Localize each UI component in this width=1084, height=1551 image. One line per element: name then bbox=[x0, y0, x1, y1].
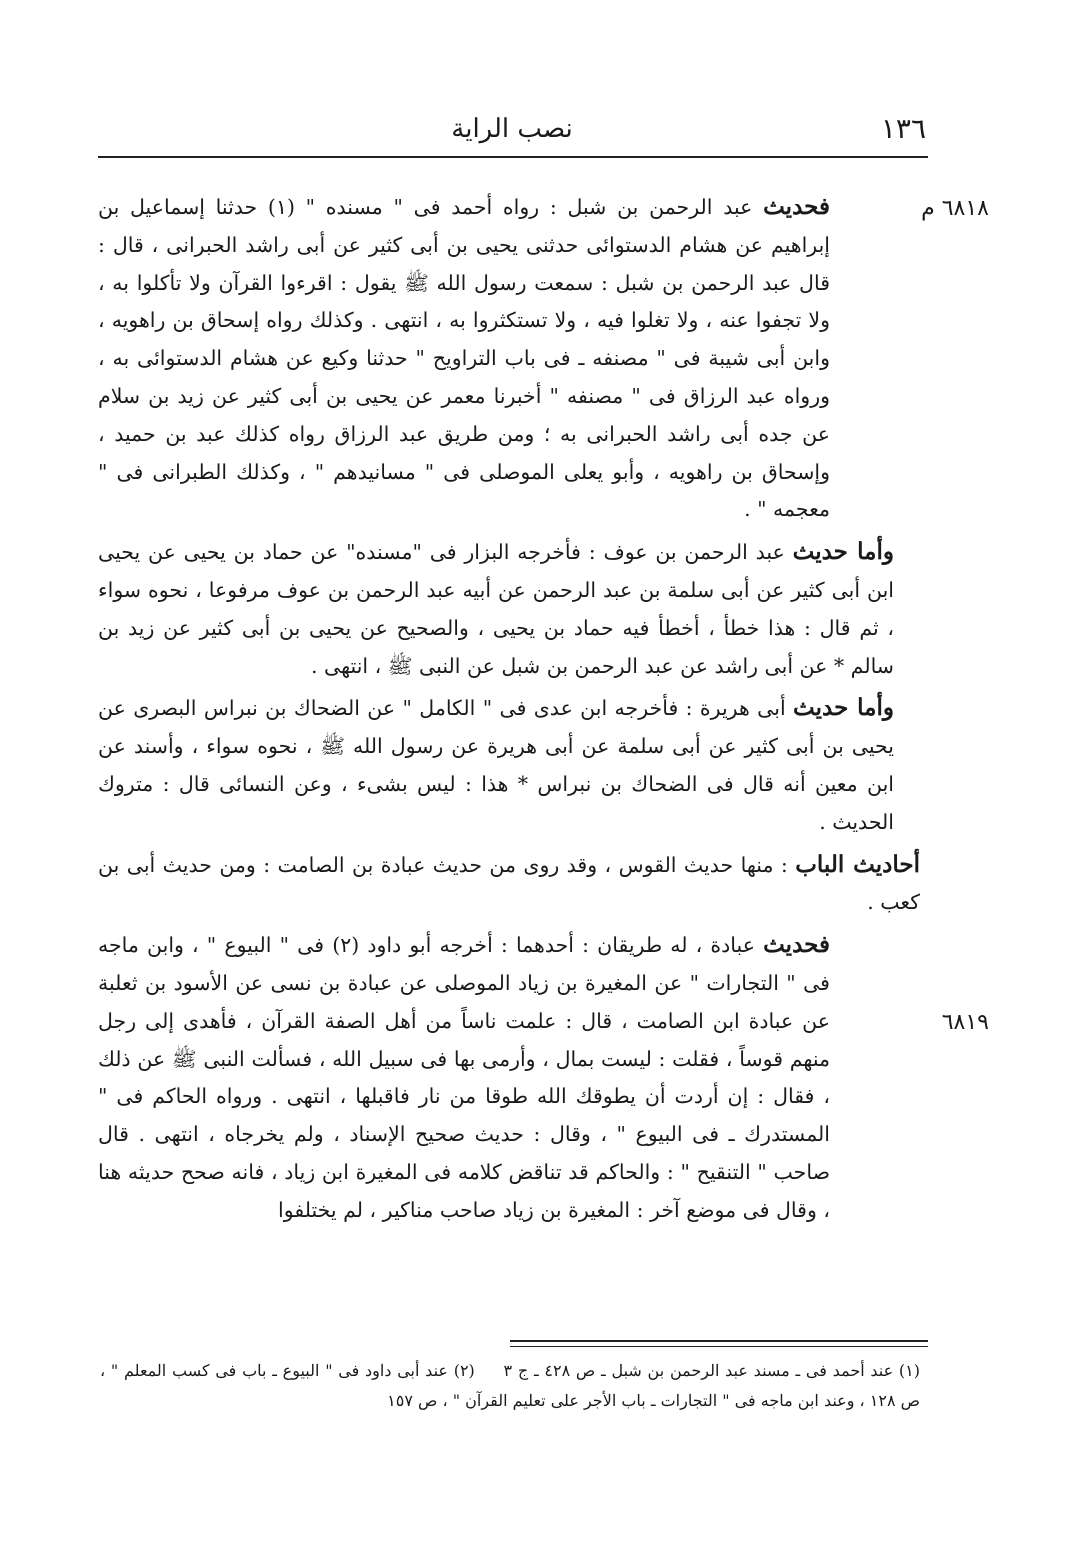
paragraph-lead: فحديث bbox=[763, 931, 830, 959]
paragraph-text: عبد الرحمن بن شبل : رواه أحمد فى " مسنده " (١) حدثنا إسماعيل بن إبراهيم عن هشام الدستوائى حدثنى يحيى بن أبى كثير عن أبى راشد الحبرانى ، قال : قال عبد الرحمن بن شبل : سمعت رسول الله ﷺ يقول : اقرءوا القرآن ولا تأكلوا به ، ولا تجفوا عنه ، ولا تغلوا فيه ، ولا تستكثروا به ، انتهى . وكذلك رواه إسحاق بن راهويه ، وابن أبى شيبة فى " مصنفه ـ فى باب التراويح " حدثنا وكيع عن هشام الدستوائى به ، ورواه عبد الرزاق فى " مصنفه " أخبرنا معمر عن يحيى بن أبى كثير عن زيد بن سلام عن جده أبى راشد الحبرانى به ؛ ومن طريق عبد الرزاق رواه كذلك عبد بن حميد ، وإسحاق بن راهويه ، وأبو يعلى الموصلى فى " مسانيدهم " ، وكذلك الطبرانى فى " معجمه " . bbox=[98, 195, 830, 522]
footnote-rule bbox=[510, 1346, 928, 1347]
paragraph-text: : منها حديث القوس ، وقد روى من حديث عبادة بن الصامت : ومن حديث أبى بن كعب . bbox=[98, 852, 920, 915]
header-rule bbox=[98, 156, 928, 158]
paragraph-text: عبد الرحمن بن عوف : فأخرجه البزار فى "مسنده" عن حماد بن يحيى عن يحيى ابن أبى كثير عن أبى سلمة بن عبد الرحمن عن أبيه عبد الرحمن بن عوف مرفوعا ، نحوه سواء ، ثم قال : هذا خطأ ، أخطأ فيه حماد بن يحيى ، والصحيح عن يحيى بن أبى كثير عن زيد بن سالم * عن أبى راشد عن عبد الرحمن بن شبل عن النبى ﷺ ، انتهى . bbox=[98, 540, 894, 678]
paragraph-1 bbox=[98, 188, 920, 529]
body-text bbox=[98, 188, 920, 1234]
paragraph-5 bbox=[98, 926, 920, 1229]
page-number: ١٣٦ bbox=[880, 112, 926, 145]
paragraph-text: أبى هريرة : فأخرجه ابن عدى فى " الكامل " عن الضحاك بن نبراس البصرى عن يحيى بن أبى كثير عن أبى سلمة عن أبى هريرة عن رسول الله ﷺ ، نحوه سواء ، وأسند عن ابن معين أنه قال فى الضحاك بن نبراس * هذا : ليس بشىء ، وعن النسائى قال : متروك الحديث . bbox=[98, 696, 894, 834]
entry-number: ٦٨١٨ م bbox=[921, 196, 989, 221]
paragraph-text: عبادة ، له طريقان : أحدهما : أخرجه أبو داود (٢) فى " البيوع " ، وابن ماجه فى " التجارات " عن المغيرة بن زياد الموصلى عن عبادة بن نسى عن الأسود بن ثعلبة عن عبادة ابن الصامت ، قال : علمت ناساً من أهل الصفة القرآن ، فأهدى إلى رجل منهم قوساً ، فقلت : ليست بمال ، وأرمى بها فى سبيل الله ، فسألت النبى ﷺ عن ذلك ، فقال : إن أردت أن يطوقك الله طوقا من نار فاقبلها ، انتهى . ورواه الحاكم فى " المستدرك ـ فى البيوع " ، وقال : حديث صحيح الإسناد ، ولم يخرجاه ، انتهى . قال صاحب " التنقيح " : والحاكم قد تناقض كلامه فى المغيرة ابن زياد ، فانه صحح حديثه هنا ، وقال فى موضع آخر : المغيرة بن زياد صاحب مناكير ، لم يختلفوا bbox=[98, 933, 830, 1222]
paragraph-3 bbox=[98, 689, 920, 841]
footnote-rule bbox=[510, 1340, 928, 1342]
footnote-2: (٢) عند أبى داود فى " البيوع ـ باب فى كسب المعلم " ، ص ١٢٨ ، وعند ابن ماجه فى " التجارات ـ باب الأجر على تعليم القرآن " ، ص ١٥٧ bbox=[100, 1361, 920, 1410]
paragraph-2 bbox=[98, 533, 920, 685]
footnote-1: (١) عند أحمد فى ـ مسند عبد الرحمن بن شبل ـ ص ٤٢٨ ـ ج ٣ bbox=[503, 1361, 921, 1380]
footnotes bbox=[100, 1356, 920, 1416]
paragraph-lead: أحاديث الباب bbox=[795, 850, 920, 878]
entry-number: ٦٨١٩ bbox=[941, 1010, 989, 1035]
paragraph-lead: وأما حديث bbox=[792, 538, 895, 566]
running-title: نصب الراية bbox=[451, 114, 573, 144]
paragraph-lead: وأما حديث bbox=[793, 694, 894, 722]
paragraph-4 bbox=[98, 846, 920, 923]
page-header bbox=[98, 108, 926, 148]
paragraph-lead: فحديث bbox=[763, 193, 830, 220]
